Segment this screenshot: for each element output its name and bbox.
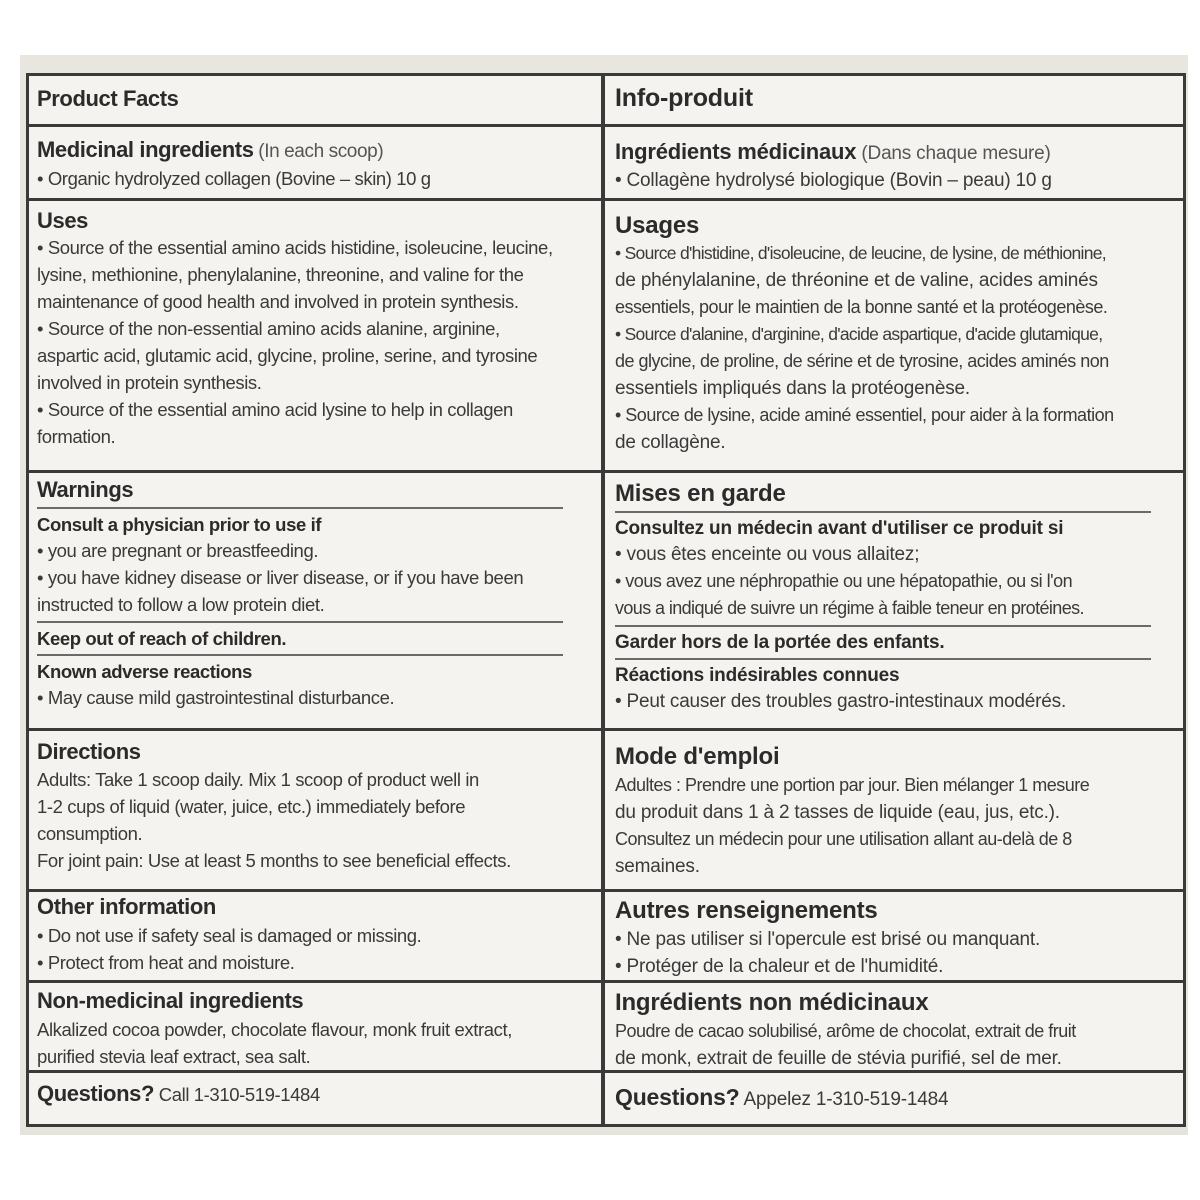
autres-line: • Protéger de la chaleur et de l'humidité. <box>615 956 944 977</box>
info-produit-title: Info-produit <box>615 84 753 112</box>
directions-line: consumption. <box>37 823 143 844</box>
non-medicinaux-heading: Ingrédients non médicinaux <box>615 989 929 1016</box>
consult-physician-heading: Consult a physician prior to use if <box>37 514 322 535</box>
warnings-divider <box>37 654 563 656</box>
medicinal-heading: Medicinal ingredients <box>37 137 254 162</box>
usages-line: • Source d'alanine, d'arginine, d'acide aspartique, d'acide glutamique, <box>615 324 1103 344</box>
reactions-heading: Réactions indésirables connues <box>615 665 900 686</box>
ingredients-medicinaux-section <box>615 138 1181 196</box>
warning-line-fr: vous a indiqué de suivre un régime à faible teneur en protéines. <box>615 598 1084 618</box>
usages-line: de phénylalanine, de thréonine et de valine, acides aminés <box>615 270 1098 291</box>
warning-line: instructed to follow a low protein diet. <box>37 594 325 615</box>
medicinal-item-fr: • Collagène hydrolysé biologique (Bovin – peau) 10 g <box>615 170 1052 191</box>
non-medicinaux-line: de monk, extrait de feuille de stévia purifié, sel de mer. <box>615 1048 1062 1068</box>
autres-renseignements-heading: Autres renseignements <box>615 897 878 924</box>
non-medicinal-line: Alkalized cocoa powder, chocolate flavour, monk fruit extract, <box>37 1019 512 1040</box>
mode-emploi-line: Consultez un médecin pour une utilisation allant au-delà de 8 <box>615 829 1072 849</box>
other-line: • Protect from heat and moisture. <box>37 952 295 973</box>
section-rule <box>29 124 1183 127</box>
usages-line: de glycine, de proline, de sérine et de tyrosine, acides aminés non <box>615 351 1109 371</box>
medicinal-note-fr: (Dans chaque mesure) <box>861 143 1051 164</box>
warnings-divider-fr <box>615 658 1151 660</box>
non-medicinal-line: purified stevia leaf extract, sea salt. <box>37 1046 311 1067</box>
warning-line-fr: • vous avez une néphropathie ou une hépatopathie, ou si l'on <box>615 571 1073 591</box>
adverse-line-fr: • Peut causer des troubles gastro-intestinaux modérés. <box>615 691 1067 712</box>
medicinal-item: • Organic hydrolyzed collagen (Bovine – skin) 10 g <box>37 168 431 189</box>
mode-emploi-line: Adultes : Prendre une portion par jour. Bien mélanger 1 mesure <box>615 775 1090 795</box>
uses-heading: Uses <box>37 208 88 233</box>
medicinal-ingredients-section <box>37 136 593 196</box>
questions-section <box>37 1080 593 1120</box>
section-rule <box>29 728 1183 731</box>
warnings-divider <box>37 507 563 509</box>
ingredients-non-medicinaux-section <box>615 988 1181 1068</box>
warning-line: • you are pregnant or breastfeeding. <box>37 540 319 561</box>
non-medicinal-section <box>37 986 593 1068</box>
warning-line: • you have kidney disease or liver disease, or if you have been <box>37 567 524 588</box>
column-divider <box>601 76 605 1124</box>
usages-heading: Usages <box>615 212 700 239</box>
product-facts-title: Product Facts <box>37 86 179 111</box>
non-medicinaux-line: Poudre de cacao solubilisé, arôme de chocolat, extrait de fruit <box>615 1021 1076 1041</box>
autres-renseignements-section <box>615 896 1181 978</box>
questions-section-fr <box>615 1084 1181 1124</box>
non-medicinal-heading: Non-medicinal ingredients <box>37 988 304 1013</box>
adverse-line: • May cause mild gastrointestinal disturbance. <box>37 687 395 708</box>
warnings-divider-fr <box>615 625 1151 627</box>
section-rule <box>29 470 1183 473</box>
mode-emploi-section <box>615 742 1181 886</box>
other-line: • Do not use if safety seal is damaged or missing. <box>37 925 422 946</box>
usages-section <box>615 212 1181 468</box>
usages-line: essentiels, pour le maintien de la bonne santé et la protéogenèse. <box>615 297 1108 317</box>
directions-line: Adults: Take 1 scoop daily. Mix 1 scoop of product well in <box>37 769 479 790</box>
uses-line: • Source of the essential amino acid lysine to help in collagen <box>37 399 513 420</box>
uses-line: involved in protein synthesis. <box>37 372 262 393</box>
adverse-reactions-heading: Known adverse reactions <box>37 661 252 682</box>
usages-line: • Source d'histidine, d'isoleucine, de leucine, de lysine, de méthionine, <box>615 243 1106 263</box>
product-facts-label <box>26 73 1186 1127</box>
questions-phone: Call 1-310-519-1484 <box>158 1084 320 1105</box>
medicinal-heading-fr: Ingrédients médicinaux <box>615 139 857 164</box>
keep-out-of-reach: Keep out of reach of children. <box>37 628 287 649</box>
usages-line: de collagène. <box>615 432 726 453</box>
mises-en-garde-heading: Mises en garde <box>615 480 786 507</box>
directions-line: 1-2 cups of liquid (water, juice, etc.) immediately before <box>37 796 466 817</box>
mode-emploi-line: semaines. <box>615 856 700 877</box>
mises-en-garde-section <box>615 480 1181 726</box>
usages-line: essentiels impliqués dans la protéogenèse. <box>615 378 970 399</box>
other-information-section <box>37 892 593 978</box>
uses-line: • Source of the essential amino acids histidine, isoleucine, leucine, <box>37 237 553 258</box>
uses-line: formation. <box>37 426 116 447</box>
mode-emploi-line: du produit dans 1 à 2 tasses de liquide (eau, jus, etc.). <box>615 802 1060 823</box>
questions-phone-fr: Appelez 1-310-519-1484 <box>743 1089 949 1110</box>
warnings-divider <box>37 621 563 623</box>
uses-line: • Source of the non-essential amino acids alanine, arginine, <box>37 318 500 339</box>
questions-heading: Questions? <box>37 1081 155 1106</box>
other-information-heading: Other information <box>37 894 216 919</box>
uses-line: lysine, methionine, phenylalanine, threonine, and valine for the <box>37 264 524 285</box>
section-rule <box>29 198 1183 201</box>
warnings-divider-fr <box>615 511 1151 513</box>
warnings-section <box>37 476 593 726</box>
warnings-heading: Warnings <box>37 477 134 502</box>
label-bottom-edge <box>20 1127 1188 1135</box>
questions-heading-fr: Questions? <box>615 1084 740 1110</box>
mode-emploi-heading: Mode d'emploi <box>615 743 780 770</box>
warning-line-fr: • vous êtes enceinte ou vous allaitez; <box>615 544 920 565</box>
autres-line: • Ne pas utiliser si l'opercule est brisé ou manquant. <box>615 929 1041 950</box>
garder-hors-portee: Garder hors de la portée des enfants. <box>615 632 945 653</box>
consultez-heading: Consultez un médecin avant d'utiliser ce produit si <box>615 518 1064 539</box>
section-rule <box>29 1070 1183 1073</box>
uses-section <box>37 208 593 468</box>
medicinal-note: (In each scoop) <box>258 141 384 162</box>
directions-line: For joint pain: Use at least 5 months to see beneficial effects. <box>37 850 511 871</box>
uses-line: aspartic acid, glutamic acid, glycine, proline, serine, and tyrosine <box>37 345 538 366</box>
directions-section <box>37 738 593 886</box>
usages-line: • Source de lysine, acide aminé essentiel, pour aider à la formation <box>615 405 1114 425</box>
directions-heading: Directions <box>37 739 141 764</box>
section-rule <box>29 980 1183 983</box>
uses-line: maintenance of good health and involved in protein synthesis. <box>37 291 519 312</box>
